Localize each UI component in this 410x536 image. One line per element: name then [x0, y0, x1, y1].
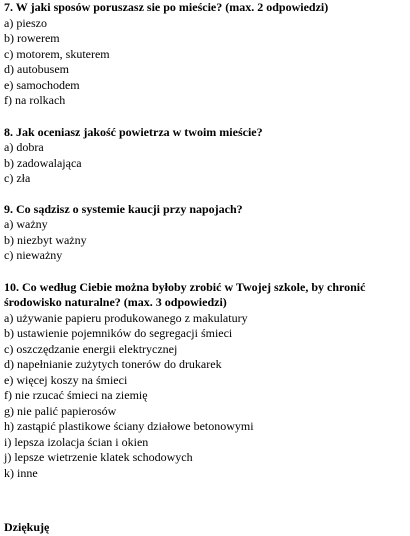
question-7	[4, 0, 408, 109]
answer-option: c) motorem, skuterem	[4, 46, 110, 61]
answer-option: a) pieszo	[4, 15, 47, 30]
answer-option: b) ustawienie pojemników do segregacji śmieci	[4, 326, 233, 340]
answer-option: e) więcej koszy na śmieci	[4, 372, 128, 387]
answer-option: a) ważny	[4, 217, 48, 231]
answer-option: c) nieważny	[4, 248, 63, 262]
answer-option: c) oszczędzanie energii elektrycznej	[4, 341, 178, 356]
question-title: 7. W jaki sposów poruszasz sie po mieście? (max. 2 odpowiedzi)	[4, 0, 329, 14]
spacer	[4, 187, 408, 202]
answer-option: i) lepsza izolacja ścian i okien	[4, 434, 149, 449]
answer-option: g) nie palić papierosów	[4, 403, 117, 418]
answer-option: b) niezbyt ważny	[4, 232, 87, 247]
answer-option: e) samochodem	[4, 77, 80, 92]
question-title: 9. Co sądzisz o systemie kaucji przy napojach?	[4, 201, 243, 216]
answer-option: j) lepsze wietrzenie klatek schodowych	[4, 450, 193, 464]
answer-option: d) autobusem	[4, 62, 69, 76]
answer-option: b) zadowalająca	[4, 155, 82, 170]
answer-option: a) dobra	[4, 140, 44, 154]
answer-option: h) zastąpić plastikowe ściany działowe betonowymi	[4, 419, 254, 433]
spacer	[4, 264, 408, 280]
spacer	[4, 481, 408, 520]
answer-option: d) napełnianie zużytych tonerów do drukarek	[4, 357, 222, 371]
question-10	[4, 280, 408, 482]
answer-option: k) inne	[4, 465, 38, 480]
answer-option: f) na rolkach	[4, 93, 66, 107]
question-title: 8. Jak oceniasz jakość powietrza w twoim mieście?	[4, 124, 263, 139]
question-8	[4, 125, 408, 187]
answer-option: c) zła	[4, 171, 31, 185]
answer-option: a) używanie papieru produkowanego z makulatury	[4, 310, 248, 325]
answer-option: b) rowerem	[4, 31, 60, 45]
question-9	[4, 202, 408, 264]
answer-option: f) nie rzucać śmieci na ziemię	[4, 388, 148, 402]
closing-text: Dziękuję	[4, 520, 50, 534]
spacer	[4, 109, 408, 125]
question-title: 10. Co według Ciebie można byłoby zrobić w Twojej szkole, by chronić środowisko naturalne? (max. 3 odpowiedzi)	[4, 279, 366, 309]
survey-page	[4, 0, 408, 536]
